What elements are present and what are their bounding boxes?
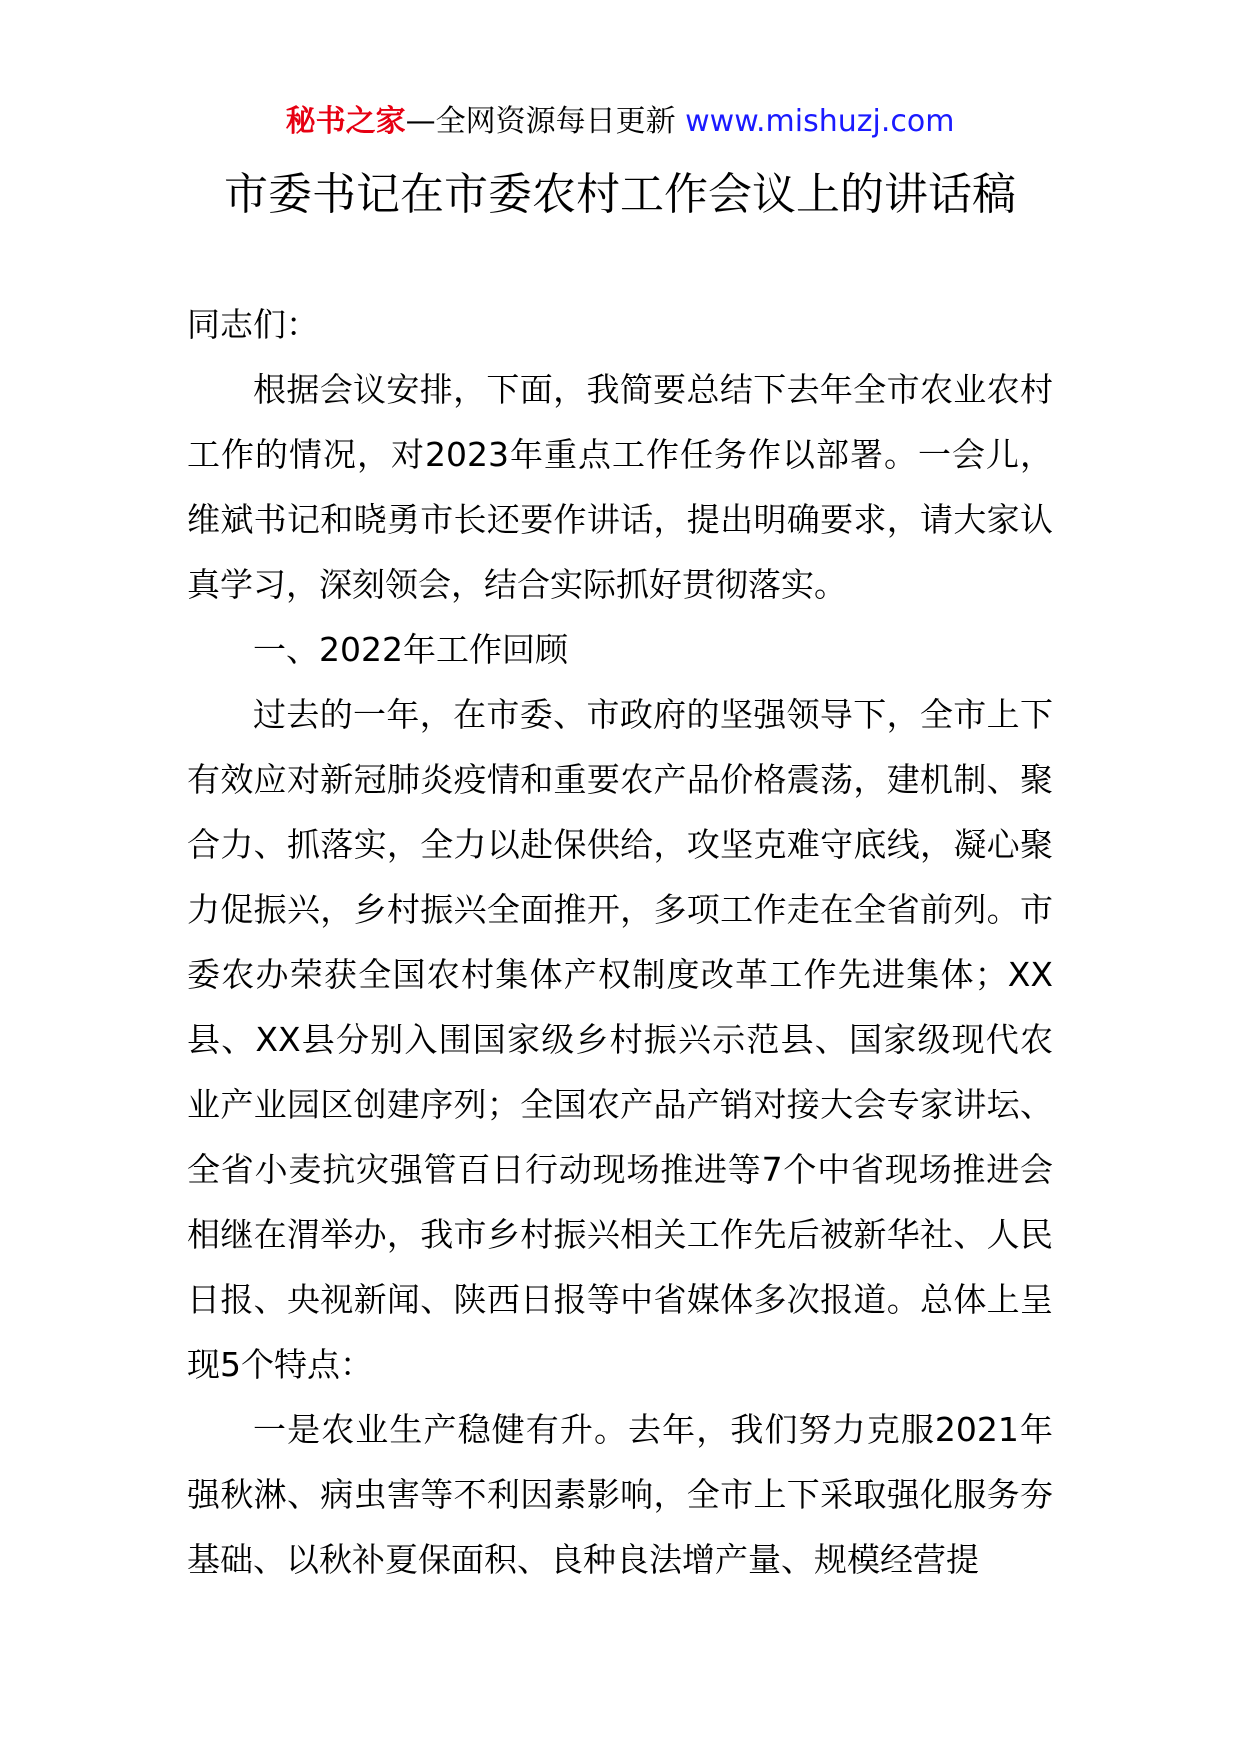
header-slogan: —全网资源每日更新	[405, 104, 676, 139]
site-url-link[interactable]: www.mishuzj.com	[685, 104, 955, 139]
paragraph: 过去的一年，在市委、市政府的坚强领导下，全市上下有效应对新冠肺炎疫情和重要农产品价格震荡，建机制、聚合力、抓落实，全力以赴保供给，攻坚克难守底线，凝心聚力促振兴，乡村振兴全面推开，多项工作走在全省前列。市委农办荣获全国农村集体产权制度改革工作先进集体；XX县、XX县分别入围国家级乡村振兴示范县、国家级现代农业产业园区创建序列；全国农产品产销对接大会专家讲坛、全省小麦抗灾强管百日行动现场推进等7个中省现场推进会相继在渭举办，我市乡村振兴相关工作先后被新华社、人民日报、央视新闻、陕西日报等中省媒体多次报道。总体上呈现5个特点：	[187, 695, 1053, 1384]
document-title: 市委书记在市委农村工作会议上的讲话稿	[224, 169, 1016, 220]
paragraph: 一是农业生产稳健有升。去年，我们努力克服2021年强秋淋、病虫害等不利因素影响，全市上下采取强化服务夯基础、以秋补夏保面积、良种良法增产量、规模经营提	[187, 1410, 1053, 1579]
section-heading: 一、2022年工作回顾	[253, 630, 568, 669]
paragraph: 根据会议安排，下面，我简要总结下去年全市农业农村工作的情况，对2023年重点工作任务作以部署。一会儿，维斌书记和晓勇市长还要作讲话，提出明确要求，请大家认真学习，深刻领会，结合实际抓好贯彻落实。	[187, 370, 1053, 604]
site-header	[0, 100, 1240, 144]
salutation: 同志们：	[187, 305, 319, 344]
brand-name: 秘书之家	[285, 104, 406, 139]
document-body	[187, 292, 1053, 1592]
